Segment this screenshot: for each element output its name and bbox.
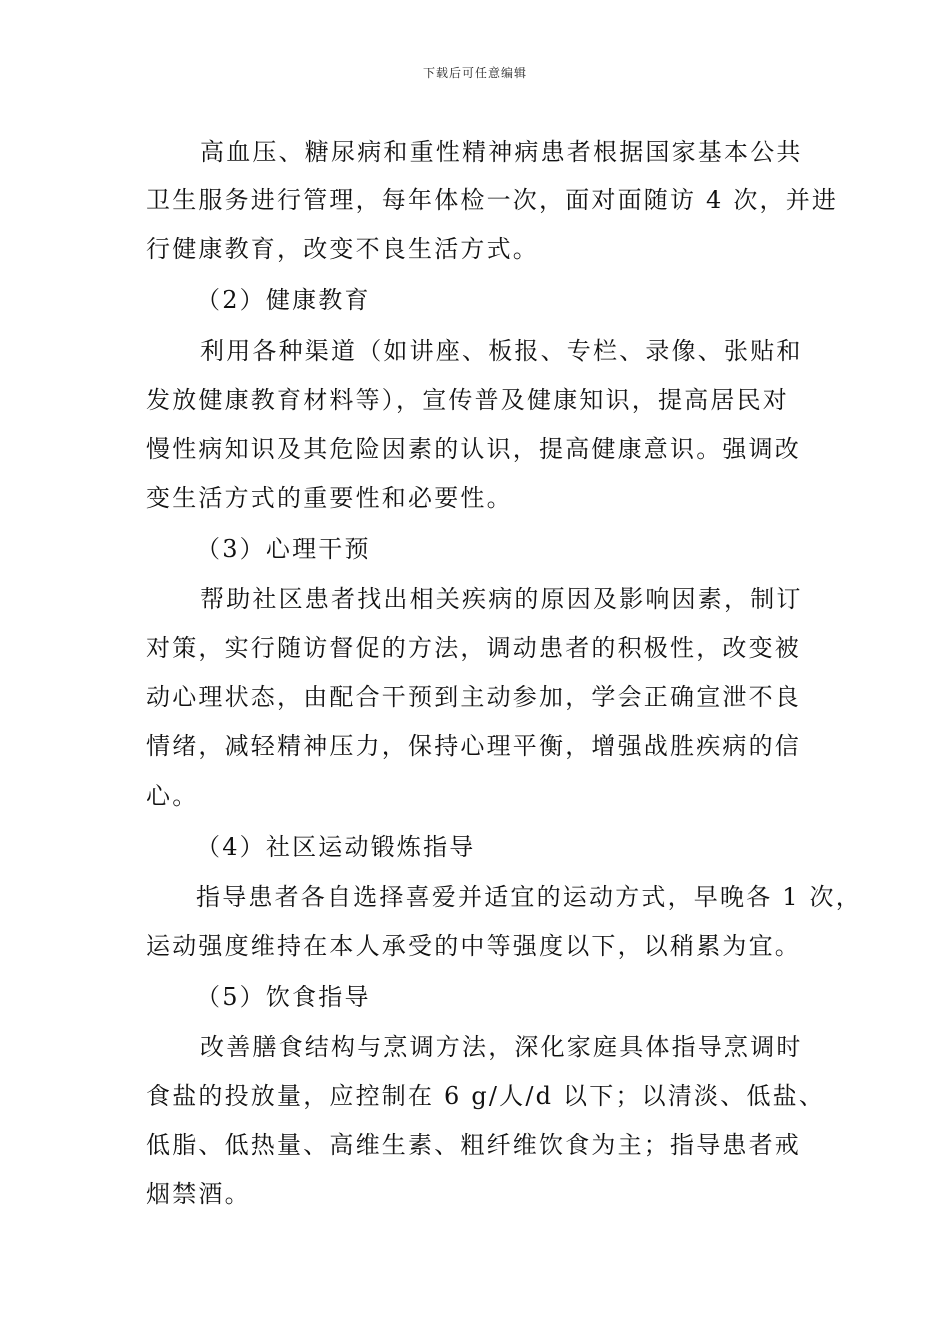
paragraph-line: 指导患者各自选择喜爱并适宜的运动方式，早晚各 1 次， [196,883,862,911]
paragraph-line: 运动强度维持在本人承受的中等强度以下，以稍累为宜。 [146,932,801,960]
paragraph-line: 发放健康教育材料等），宣传普及健康知识，提高居民对 [146,386,789,414]
page-header: 下载后可任意编辑 [422,66,527,80]
paragraph-line: 改善膳食结构与烹调方法，深化家庭具体指导烹调时 [200,1033,803,1061]
paragraph-line: 食盐的投放量，应控制在 6 g/人/d 以下；以清淡、低盐、 [146,1082,826,1110]
section-heading: （3）心理干预 [196,535,371,563]
section-heading: （2）健康教育 [196,286,371,314]
paragraph-line: 利用各种渠道（如讲座、板报、专栏、录像、张贴和 [200,337,803,365]
paragraph-line: 慢性病知识及其危险因素的认识，提高健康意识。强调改 [146,435,801,463]
paragraph-line: 心。 [146,782,199,810]
paragraph-line: 对策，实行随访督促的方法，调动患者的积极性，改变被 [146,634,801,662]
paragraph-line: 行健康教育，改变不良生活方式。 [146,235,539,263]
paragraph-line: 低脂、低热量、高维生素、粗纤维饮食为主；指导患者戒 [146,1131,801,1159]
paragraph-line: 动心理状态，由配合干预到主动参加，学会正确宣泄不良 [146,683,801,711]
paragraph-line: 卫生服务进行管理，每年体检一次，面对面随访 4 次，并进 [146,186,839,214]
paragraph-line: 烟禁酒。 [146,1180,251,1208]
section-heading: （5）饮食指导 [196,983,371,1011]
paragraph-line: 变生活方式的重要性和必要性。 [146,484,513,512]
paragraph-line: 情绪，减轻精神压力，保持心理平衡，增强战胜疾病的信 [146,732,801,760]
section-heading: （4）社区运动锻炼指导 [196,833,476,861]
paragraph-line: 高血压、糖尿病和重性精神病患者根据国家基本公共 [200,138,803,166]
paragraph-line: 帮助社区患者找出相关疾病的原因及影响因素，制订 [200,585,803,613]
